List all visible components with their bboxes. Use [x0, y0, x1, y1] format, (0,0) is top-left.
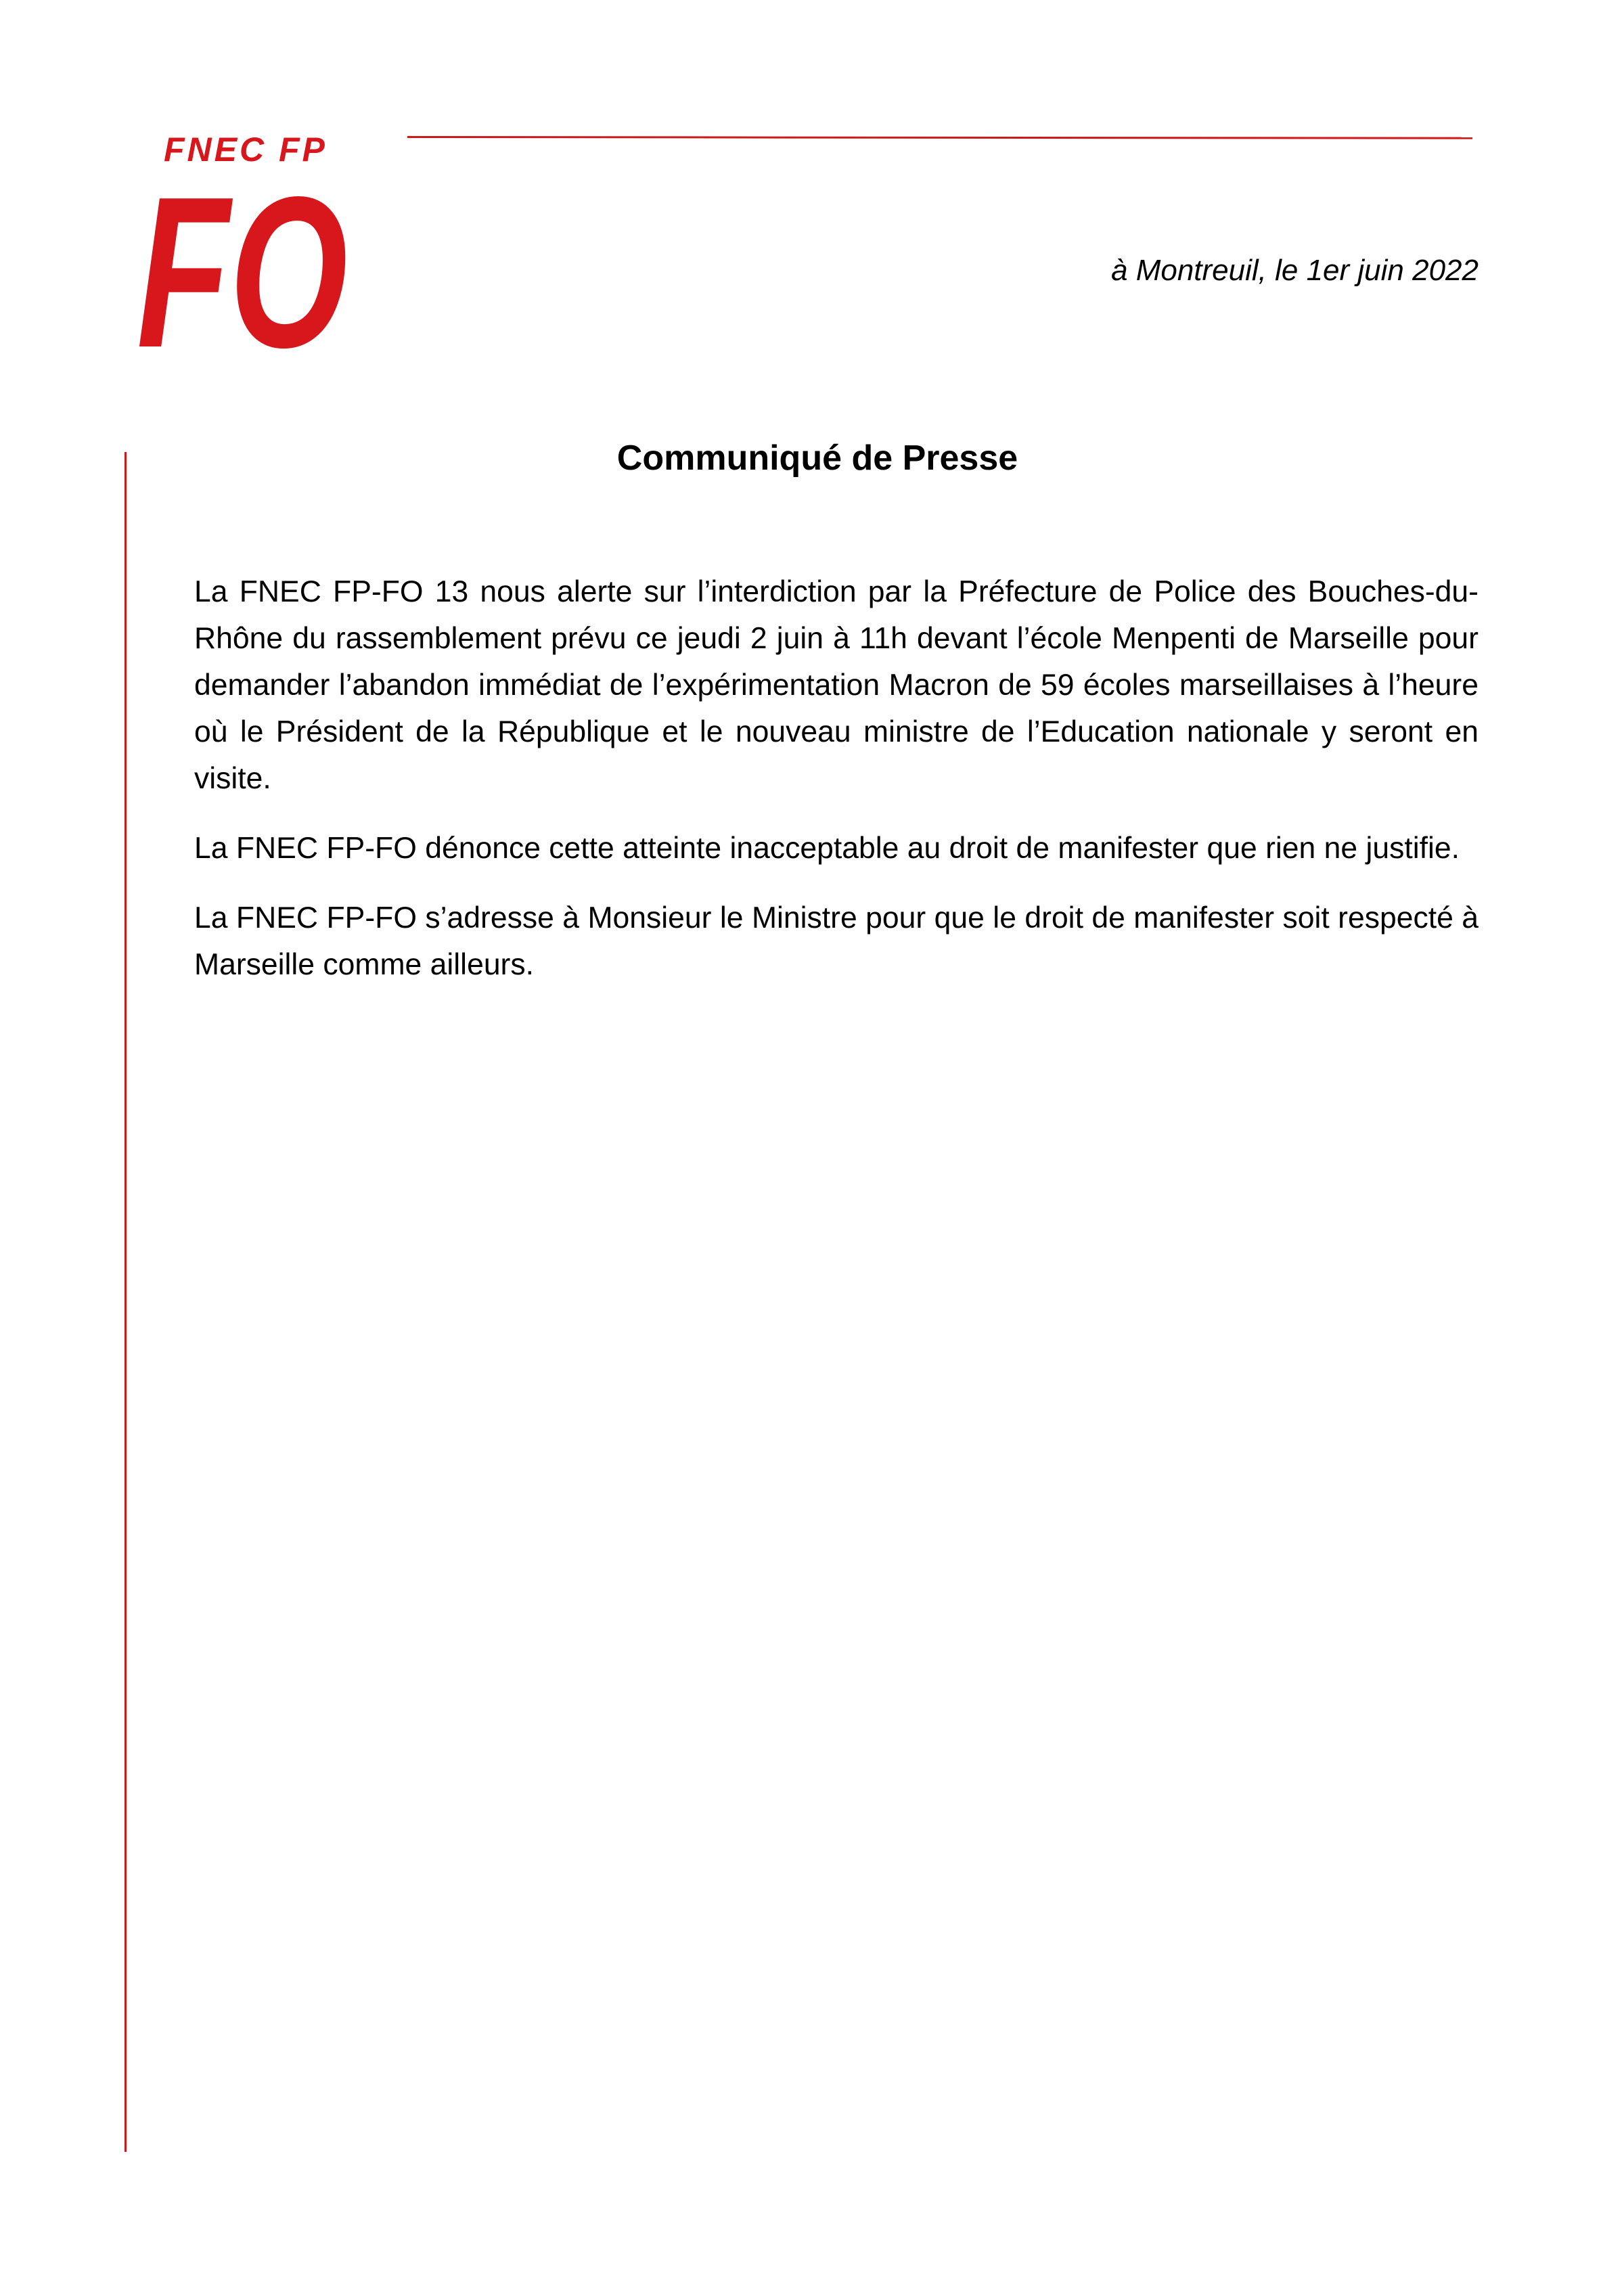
svg-text:FNEC FP: FNEC FP	[164, 133, 328, 168]
date-line: à Montreuil, le 1er juin 2022	[1111, 254, 1479, 287]
page-title: Communiqué de Presse	[616, 438, 1018, 478]
document-body	[194, 568, 1479, 1011]
body-paragraph: La FNEC FP-FO dénonce cette atteinte inacceptable au droit de manifester que rien ne justifie.	[194, 832, 1460, 865]
header-rule	[407, 136, 1472, 139]
body-paragraph: La FNEC FP-FO s’adresse à Monsieur le Ministre pour que le droit de manifester soit respecté à Marseille comme ailleurs.	[194, 901, 1479, 981]
margin-rule	[125, 452, 127, 2152]
fnec-fp-fo-logo	[133, 133, 351, 352]
body-paragraph: La FNEC FP-FO 13 nous alerte sur l’interdiction par la Préfecture de Police des Bouches-du-Rhône du rassemblement prévu ce jeudi 2 juin à 11h devant l’école Menpenti de Marseille pour demander l’abandon immédiat de l’expérimentation Macron de 59 écoles marseillaises à l’heure où le Président de la République et le nouveau ministre de l’Education nationale y seront en visite.	[194, 575, 1479, 795]
svg-text:FO: FO	[137, 152, 348, 352]
